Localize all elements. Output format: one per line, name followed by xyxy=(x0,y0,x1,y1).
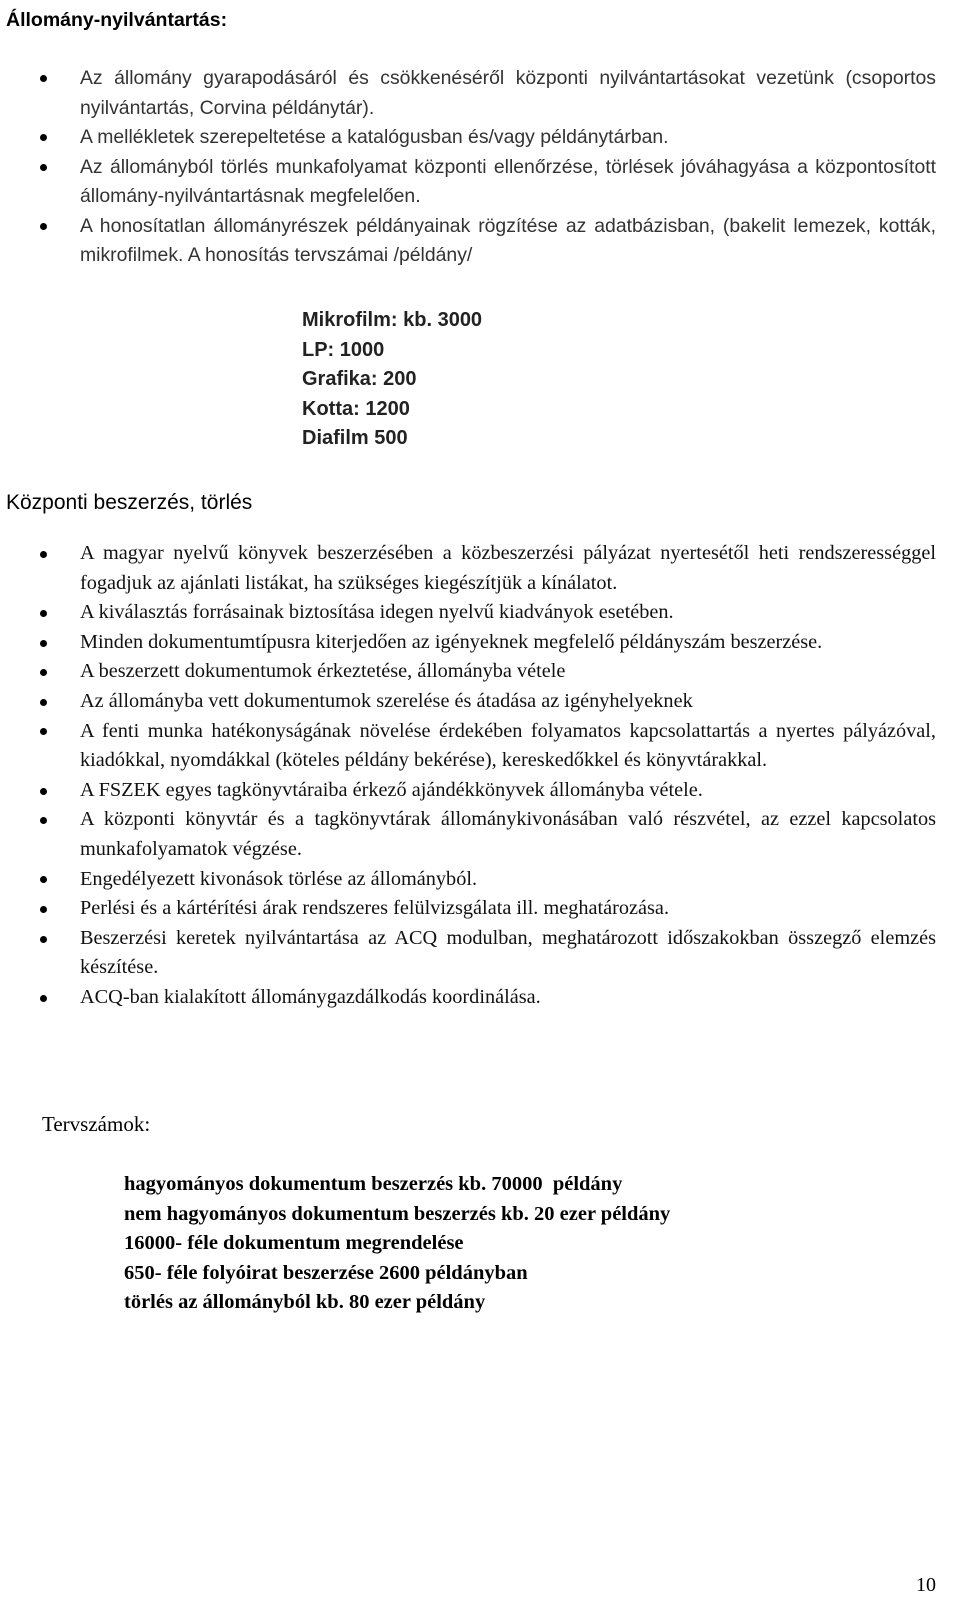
count-line: Kotta: 1200 xyxy=(302,397,410,420)
plan-line: nem hagyományos dokumentum beszerzés kb. 20 ezer példány xyxy=(124,1202,671,1225)
list-item-text: A mellékletek szerepeltetése a katalógusban és/vagy példánytárban. xyxy=(80,126,669,148)
list-item xyxy=(38,598,936,628)
list-item-text: Az állományból törlés munkafolyamat központi ellenőrzése, törlések jóváhagyása a központosított állomány-nyilvántartásnak megfelelően. xyxy=(80,155,936,207)
bullet-icon xyxy=(38,717,80,747)
bullet-icon xyxy=(38,598,80,628)
list-item xyxy=(38,717,936,776)
list-item-text: A beszerzett dokumentumok érkeztetése, állományba vétele xyxy=(80,660,566,683)
list-item xyxy=(38,776,936,806)
list-item xyxy=(38,153,936,212)
bullet-icon xyxy=(38,657,80,687)
bullet-icon xyxy=(38,539,80,569)
list-item xyxy=(38,539,936,598)
list-item-text: Beszerzési keretek nyilvántartása az ACQ modulban, meghatározott időszakokban összegző elemzés készítése. xyxy=(80,926,936,979)
section-title-kozponti-beszerzes: Központi beszerzés, törlés xyxy=(6,491,253,514)
bullet-icon xyxy=(38,924,80,954)
bullet-icon xyxy=(38,687,80,717)
section-title-tervszamok: Tervszámok: xyxy=(42,1112,151,1136)
bullet-icon xyxy=(38,983,80,1013)
list-item xyxy=(38,64,936,123)
bullet-icon xyxy=(38,64,80,94)
list-item xyxy=(38,212,936,271)
list-item xyxy=(38,865,936,895)
list-item-text: Perlési és a kártérítési árak rendszeres felülvizsgálata ill. meghatározása. xyxy=(80,897,670,920)
list-item xyxy=(38,123,936,153)
plan-line: hagyományos dokumentum beszerzés kb. 70000 példány xyxy=(124,1173,623,1195)
list-item-text: A fenti munka hatékonyságának növelése érdekében folyamatos kapcsolattartás a nyertes pályázóval, kiadókkal, nyomdákkal (köteles példány bekérése), kereskedőkkel és könyvtárakkal. xyxy=(80,719,936,772)
plan-line: 16000- féle dokumentum megrendelése xyxy=(124,1232,464,1254)
list-item-text: ACQ-ban kialakított állománygazdálkodás koordinálása. xyxy=(80,985,541,1008)
list-item xyxy=(38,687,936,717)
list-item xyxy=(38,924,936,983)
planned-counts-block xyxy=(302,306,482,454)
count-line: Diafilm 500 xyxy=(302,427,408,449)
list-item-text: A központi könyvtár és a tagkönyvtárak állománykivonásában való részvétel, az ezzel kapcsolatos munkafolyamatok végzése. xyxy=(80,808,936,860)
list-item-text: Az állományba vett dokumentumok szerelése és átadása az igényhelyeknek xyxy=(80,689,693,712)
plan-line: 650- féle folyóirat beszerzése 2600 példányban xyxy=(124,1261,528,1284)
list-item-text: A kiválasztás forrásainak biztosítása idegen nyelvű kiadványok esetében. xyxy=(80,601,674,624)
list-item xyxy=(38,894,936,924)
bullet-icon xyxy=(38,212,80,242)
count-line: Grafika: 200 xyxy=(302,368,417,390)
bullet-icon xyxy=(38,153,80,183)
list-item xyxy=(38,805,936,864)
bullet-icon xyxy=(38,628,80,658)
count-line: Mikrofilm: kb. 3000 xyxy=(302,309,483,331)
list-item xyxy=(38,628,936,658)
section-title-allomany-nyilvantartas: Állomány-nyilvántartás: xyxy=(6,9,228,31)
list-item-text: Az állomány gyarapodásáról és csökkenéséről központi nyilvántartásokat vezetünk (csoportos nyilvántartás, Corvina példánytár). xyxy=(80,67,936,119)
list-item xyxy=(38,983,936,1013)
count-line: LP: 1000 xyxy=(302,338,385,361)
list-item-text: A honosítatlan állományrészek példányainak rögzítése az adatbázisban, (bakelit lemezek, kották, mikrofilmek. A honosítás tervszámai /példány/ xyxy=(80,214,936,266)
bullet-icon xyxy=(38,805,80,835)
bullet-icon xyxy=(38,894,80,924)
bullet-icon xyxy=(38,776,80,806)
section1-bullet-list xyxy=(38,64,936,271)
bullet-icon xyxy=(38,865,80,895)
plan-figures-block xyxy=(124,1170,670,1318)
list-item xyxy=(38,657,936,687)
bullet-icon xyxy=(38,123,80,153)
page-number: 10 xyxy=(916,1574,936,1596)
list-item-text: Engedélyezett kivonások törlése az állományból. xyxy=(80,867,478,890)
list-item-text: Minden dokumentumtípusra kiterjedően az igényeknek megfelelő példányszám beszerzése. xyxy=(80,630,823,653)
list-item-text: A magyar nyelvű könyvek beszerzésében a közbeszerzési pályázat nyertesétől heti rendszerességgel fogadjuk az ajánlati listákat, ha szükséges kiegészítjük a kínálatot. xyxy=(80,542,936,594)
plan-line: törlés az állományból kb. 80 ezer példány xyxy=(124,1291,486,1313)
section2-bullet-list xyxy=(38,539,936,1013)
list-item-text: A FSZEK egyes tagkönyvtáraiba érkező ajándékkönyvek állományba vétele. xyxy=(80,778,703,801)
